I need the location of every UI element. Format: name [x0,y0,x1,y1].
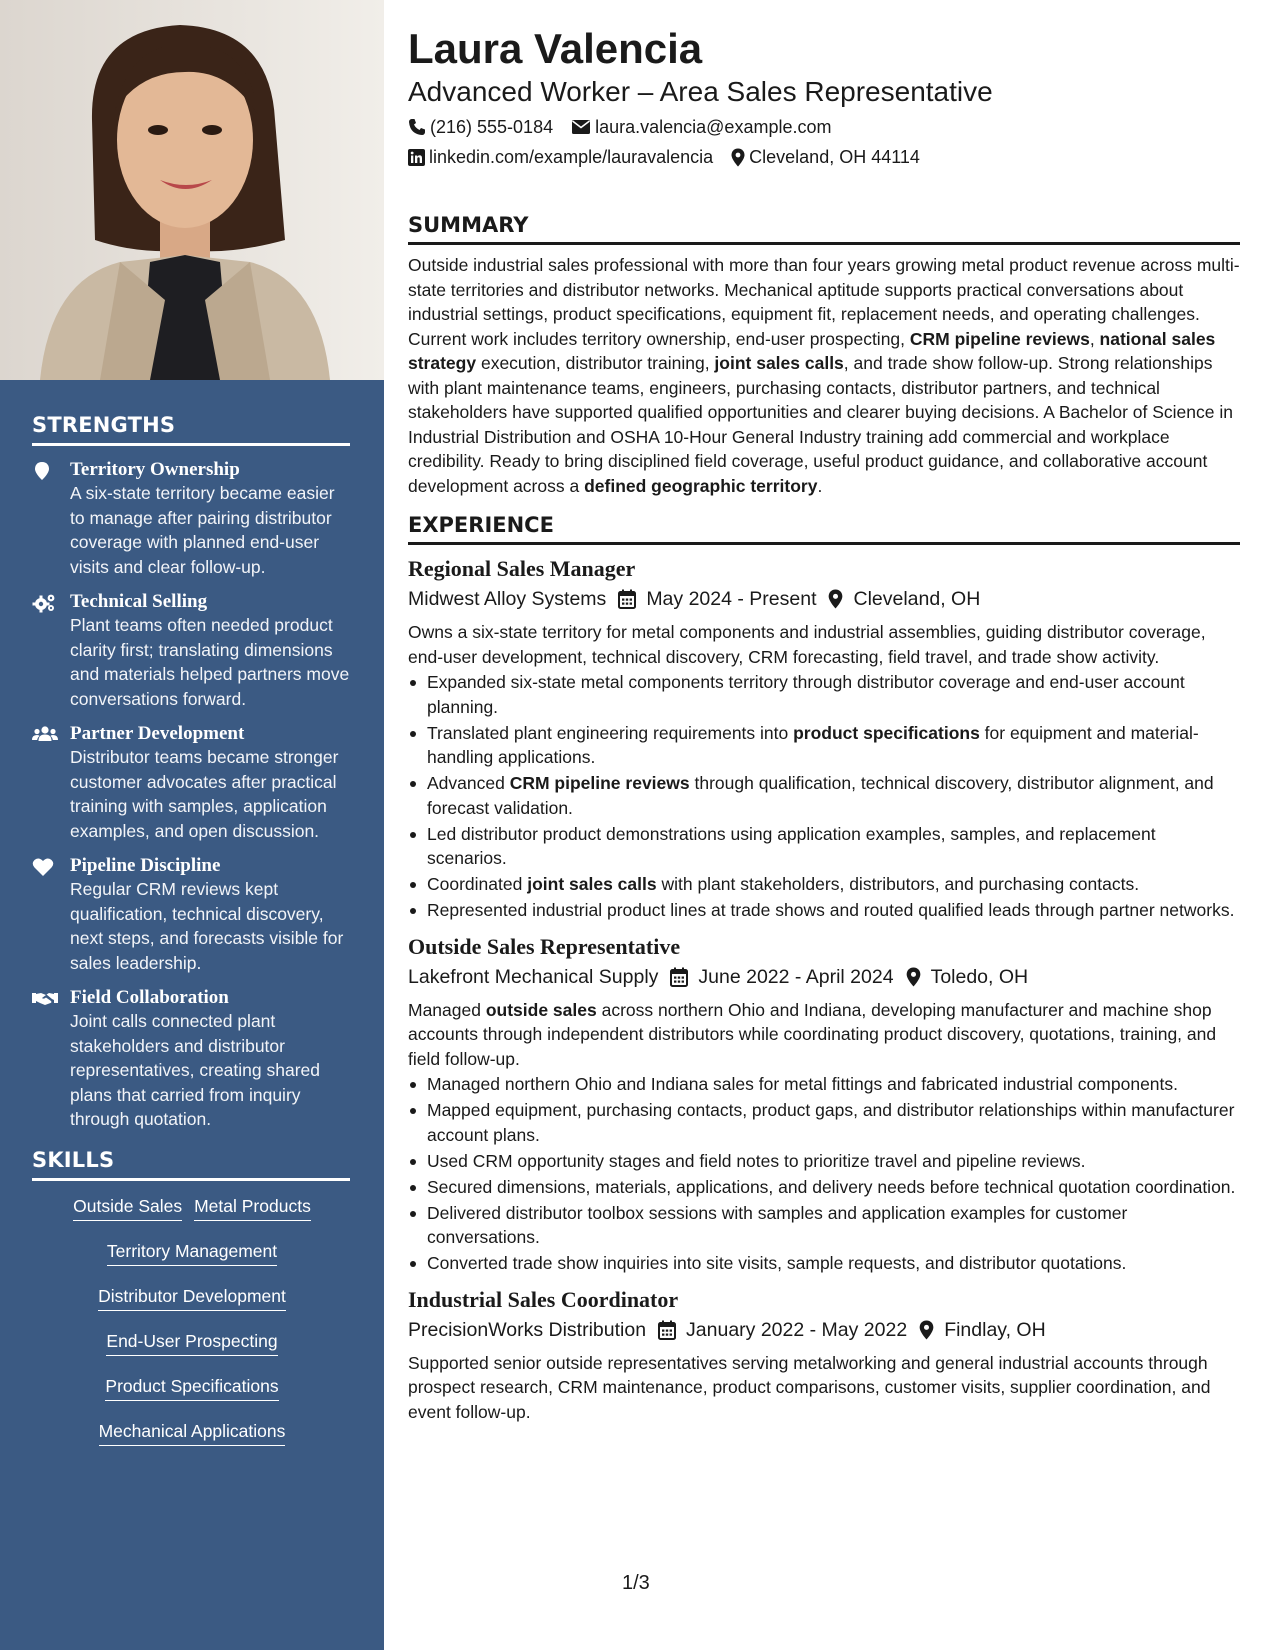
text-segment: Coordinated [427,874,528,894]
skill-tag: Product Specifications [105,1375,278,1401]
summary-text-part: , and trade show follow-up. Strong relationships with plant maintenance teams, engineers, purchasing contacts, distributor partners, and technical stakeholders have supported qualified opportunities and clearer buying decisions. A Bachelor of Science in Industrial Distribution and OSHA 10-Hour General Industry training add commercial and workplace credibility. Ready to bring disciplined field coverage, useful product guidance, and collaborative account development across a [408,353,1233,496]
text-segment: Supported senior outside representatives serving metalworking and general industrial accounts through prospect research, CRM maintenance, product comparisons, customer visits, supplier coordination, and event follow-up. [408,1352,1211,1422]
job-bullet [408,670,1240,719]
map-pin-icon [906,967,921,987]
job-description [408,998,1240,1072]
map-pin-icon [828,589,843,609]
bold-text: product specifications [793,722,980,743]
summary-highlight: CRM pipeline reviews [909,328,1090,349]
skill-tag: Mechanical Applications [99,1420,286,1446]
summary-highlight: national sales strategy [408,328,1216,373]
profile-photo [0,0,384,380]
skill-tag: End-User Prospecting [106,1330,277,1356]
strength-title: Field Collaboration [70,987,229,1008]
job-company: PrecisionWorks Distribution [408,1318,647,1341]
job-bullet [408,721,1240,770]
email-contact[interactable] [571,116,831,138]
job-description [408,1351,1240,1425]
job-meta [408,1317,1240,1343]
text-segment: Mapped equipment, purchasing contacts, product gaps, and distributor relationships within manufacturer account plans. [427,1100,1235,1145]
text-segment: with plant stakeholders, distributors, and purchasing contacts. [656,874,1140,894]
strength-item [32,722,352,843]
text-segment: Secured dimensions, materials, applications, and delivery needs before technical quotation coordination. [427,1176,1236,1197]
strength-item [32,590,352,711]
strength-text: Distributor teams became stronger customer advocates after practical training with samples, application examples, and open discussion. [70,747,339,841]
map-pin-icon [32,458,70,579]
job-bullet [408,1072,1240,1097]
summary-text-part: , [1089,328,1100,349]
job-bullet [408,771,1240,820]
map-pin-icon [919,1320,934,1340]
text-segment: Delivered distributor toolbox sessions with samples and application examples for customer conversations. [427,1202,1128,1247]
summary-text-part: . [817,475,823,496]
linkedin-icon [408,149,425,166]
summary-heading: SUMMARY [408,212,1240,245]
strength-text: A six-state territory became easier to manage after pairing distributor coverage with planned end-user visits and clear follow-up. [70,483,335,577]
strength-item [32,458,352,579]
text-segment: for equipment and material-handling applications. [427,722,1199,767]
contact-row [408,116,1240,138]
text-segment: Converted trade show inquiries into site visits, sample requests, and distributor quotations. [427,1253,1127,1273]
job-entry [408,1286,1240,1425]
gears-icon [32,590,70,711]
strengths-list [32,458,352,1132]
job-location: Toledo, OH [930,965,1029,988]
users-icon [32,722,70,843]
text-segment: across northern Ohio and Indiana, developing manufacturer and machine shop accounts through independent distributors while coordinating product discovery, quotations, training, and field follow-up. [408,999,1217,1069]
skill-tag: Metal Products [194,1195,311,1221]
email-text: laura.valencia@example.com [595,117,832,137]
job-title: Regional Sales Manager [408,556,636,581]
summary-highlight: joint sales calls [714,353,844,373]
candidate-name: Laura Valencia [408,25,703,72]
job-location: Cleveland, OH [853,588,981,610]
location-text: Cleveland, OH 44114 [749,147,920,167]
strength-text: Plant teams often needed product clarity first; translating dimensions and materials helped partners move conversations forward. [70,615,350,709]
strength-text: Joint calls connected plant stakeholders and distributor representatives, creating shared plans that carried from inquiry through quotation. [70,1011,320,1129]
text-segment: Owns a six-state territory for metal components and industrial assemblies, guiding distributor coverage, end-user development, technical discovery, CRM forecasting, field travel, and trade show activity. [408,622,1206,667]
bold-text: outside sales [485,999,597,1020]
job-title: Industrial Sales Coordinator [408,1286,679,1312]
job-dates: May 2024 - Present [646,588,817,610]
skills-list [32,1195,352,1465]
phone-icon [408,118,426,136]
page-number: 1/3 [622,1572,650,1594]
strength-title: Technical Selling [70,591,208,612]
text-segment: through qualification, technical discovery, distributor alignment, and forecast validation. [427,773,1214,818]
job-description [408,620,1240,669]
strength-title: Partner Development [70,723,245,744]
job-company: Midwest Alloy Systems [408,588,607,610]
job-bullet [408,822,1240,871]
map-pin-icon [731,148,745,167]
linkedin-text: linkedin.com/example/lauravalencia [429,147,714,167]
job-title: Outside Sales Representative [408,933,681,959]
phone-text: (216) 555-0184 [430,117,554,137]
job-bullet [408,1201,1240,1250]
strengths-heading: STRENGTHS [32,413,350,446]
main-content [408,0,1240,1424]
summary-text-part: Outside industrial sales professional with more than four years growing metal product revenue across multi-state territories and distributor networks. Mechanical aptitude supports practical conversations about industrial settings, product specifications, equipment fit, replacement needs, and operating challenges. Current work includes territory ownership, end-user prospecting, [408,255,1240,349]
job-bullets [408,1072,1240,1276]
job-meta [408,586,1240,612]
heart-icon [32,854,70,975]
skills-heading: SKILLS [32,1148,350,1181]
experience-heading: EXPERIENCE [408,512,1240,545]
text-segment: Expanded six-state metal components territory through distributor coverage and end-user account planning. [427,672,1185,717]
job-bullet [408,1098,1240,1147]
calendar-icon [670,967,688,987]
job-bullet [408,872,1240,897]
candidate-role: Advanced Worker – Area Sales Representative [408,76,993,107]
summary-highlight: defined geographic territory [584,475,818,496]
text-segment: Translated plant engineering requirements into [427,722,794,743]
summary-text-part: execution, distributor training, [476,353,715,373]
skill-tag: Distributor Development [98,1285,286,1311]
strength-title: Pipeline Discipline [70,855,221,876]
strength-item [32,854,352,975]
calendar-icon [658,1320,676,1340]
summary-text [408,253,1240,498]
calendar-icon [618,589,636,609]
envelope-icon [571,119,591,135]
job-bullet [408,1175,1240,1200]
experience-list [408,555,1240,1424]
strength-item [32,986,352,1132]
text-segment: Advanced [427,773,510,793]
phone-contact[interactable] [408,116,553,138]
job-company: Lakefront Mechanical Supply [408,965,659,988]
bold-text: joint sales calls [527,874,657,894]
strength-title: Territory Ownership [70,459,240,480]
bold-text: CRM pipeline reviews [509,773,690,793]
job-meta [408,964,1240,990]
text-segment: Led distributor product demonstrations using application examples, samples, and replacement scenarios. [427,823,1156,868]
job-dates: June 2022 - April 2024 [698,965,894,988]
text-segment: Used CRM opportunity stages and field notes to prioritize travel and pipeline reviews. [427,1150,1086,1171]
job-bullets [408,670,1240,923]
text-segment: Represented industrial product lines at trade shows and routed qualified leads through partner networks. [427,900,1235,920]
job-bullet [408,1251,1240,1276]
sidebar [0,0,384,1650]
job-entry [408,555,1240,923]
skill-tag: Outside Sales [73,1195,182,1221]
location-contact [731,146,920,168]
linkedin-contact[interactable] [408,146,713,168]
text-segment: Managed northern Ohio and Indiana sales for metal fittings and fabricated industrial components. [427,1074,1179,1094]
handshake-icon [32,986,70,1132]
contact-row [408,146,1240,168]
job-bullet [408,1149,1240,1174]
job-bullet [408,898,1240,923]
job-dates: January 2022 - May 2022 [686,1318,908,1341]
text-segment: Managed [408,999,486,1020]
job-location: Findlay, OH [944,1318,1046,1341]
skill-tag: Territory Management [107,1240,277,1266]
strength-text: Regular CRM reviews kept qualification, technical discovery, next steps, and forecasts visible for sales leadership. [70,879,344,973]
job-entry [408,933,1240,1276]
